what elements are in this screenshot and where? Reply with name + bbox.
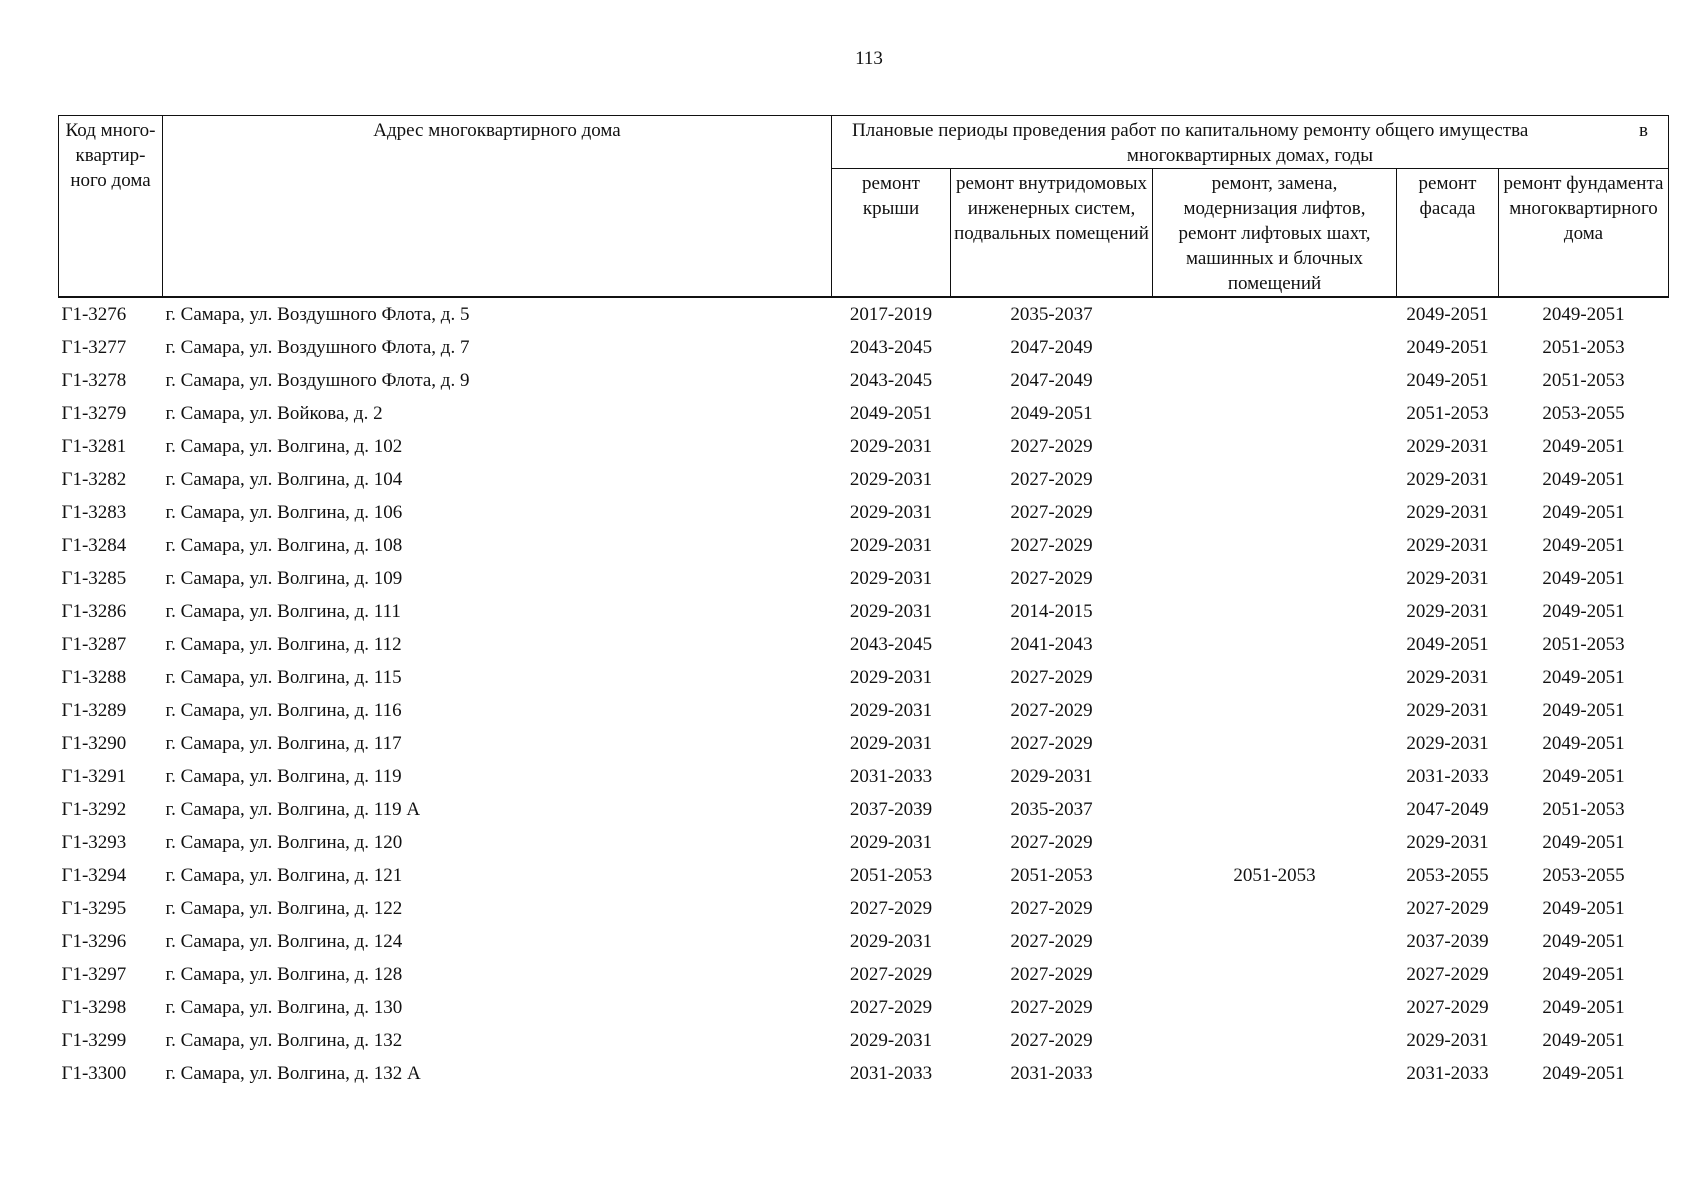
- table-row: [59, 859, 1669, 892]
- table-row: [59, 397, 1669, 430]
- cell-foundation: 2049-2051: [1542, 766, 1625, 787]
- cell-engineering: 2027-2029: [1010, 898, 1093, 919]
- cell-roof: 2043-2045: [849, 634, 933, 655]
- table-header: [59, 116, 1669, 298]
- cell-facade: 2029-2031: [1406, 700, 1489, 721]
- cell-foundation: 2049-2051: [1542, 931, 1625, 952]
- cell-roof: 2027-2029: [849, 898, 933, 919]
- cell-code: Г1-3290: [61, 733, 127, 754]
- cell-facade: 2049-2051: [1406, 370, 1489, 391]
- cell-roof: 2029-2031: [849, 733, 933, 754]
- cell-facade: 2031-2033: [1406, 766, 1489, 787]
- cell-foundation: 2051-2053: [1542, 370, 1625, 391]
- header-roof: ремонт крыши: [832, 169, 951, 298]
- cell-engineering: 2027-2029: [1010, 700, 1093, 721]
- cell-roof: 2029-2031: [849, 568, 933, 589]
- table-row: [59, 694, 1669, 727]
- cell-code: Г1-3299: [61, 1030, 127, 1051]
- header-foundation: ремонт фундамента многоквартирного дома: [1499, 169, 1669, 298]
- cell-engineering: 2014-2015: [1010, 601, 1093, 622]
- cell-address: г. Самара, ул. Волгина, д. 119 А: [165, 799, 421, 820]
- cell-engineering: 2027-2029: [1010, 832, 1093, 853]
- cell-foundation: 2049-2051: [1542, 601, 1625, 622]
- cell-lifts: [1153, 364, 1397, 397]
- header-planned-periods: [832, 116, 1669, 169]
- cell-address: г. Самара, ул. Волгина, д. 106: [165, 502, 403, 523]
- cell-roof: 2049-2051: [849, 403, 933, 424]
- cell-address: г. Самара, ул. Волгина, д. 116: [165, 700, 402, 721]
- cell-code: Г1-3282: [61, 469, 127, 490]
- cell-engineering: 2027-2029: [1010, 502, 1093, 523]
- cell-lifts: [1153, 925, 1397, 958]
- cell-foundation: 2051-2053: [1542, 799, 1625, 820]
- cell-code: Г1-3294: [61, 865, 127, 886]
- table-row: [59, 463, 1669, 496]
- table-row: [59, 430, 1669, 463]
- table-row: [59, 628, 1669, 661]
- cell-roof: 2029-2031: [849, 700, 933, 721]
- cell-facade: 2029-2031: [1406, 1030, 1489, 1051]
- cell-address: г. Самара, ул. Волгина, д. 115: [165, 667, 402, 688]
- cell-address: г. Самара, ул. Волгина, д. 112: [165, 634, 402, 655]
- header-lifts: ремонт, замена, модернизация лифтов, ремонт лифтовых шахт, машинных и блочных помещений: [1153, 169, 1397, 298]
- cell-facade: 2027-2029: [1406, 964, 1489, 985]
- cell-code: Г1-3295: [61, 898, 127, 919]
- table-row: [59, 958, 1669, 991]
- cell-facade: 2027-2029: [1406, 997, 1489, 1018]
- cell-address: г. Самара, ул. Волгина, д. 117: [165, 733, 402, 754]
- table-row: [59, 991, 1669, 1024]
- cell-code: Г1-3289: [61, 700, 127, 721]
- cell-lifts: [1153, 297, 1397, 331]
- table-body: [59, 297, 1669, 1090]
- cell-roof: 2043-2045: [849, 370, 933, 391]
- cell-address: г. Самара, ул. Волгина, д. 111: [165, 601, 401, 622]
- table-row: [59, 793, 1669, 826]
- cell-engineering: 2027-2029: [1010, 667, 1093, 688]
- table-row: [59, 529, 1669, 562]
- cell-lifts: [1153, 958, 1397, 991]
- cell-facade: 2029-2031: [1406, 568, 1489, 589]
- cell-lifts: [1153, 595, 1397, 628]
- cell-address: г. Самара, ул. Воздушного Флота, д. 5: [165, 304, 470, 325]
- cell-address: г. Самара, ул. Войкова, д. 2: [165, 403, 383, 424]
- cell-facade: 2029-2031: [1406, 667, 1489, 688]
- cell-foundation: 2049-2051: [1542, 733, 1625, 754]
- cell-roof: 2029-2031: [849, 502, 933, 523]
- cell-engineering: 2031-2033: [1010, 1063, 1093, 1084]
- cell-lifts: [1153, 529, 1397, 562]
- repair-schedule-table: [58, 115, 1669, 1090]
- cell-engineering: 2027-2029: [1010, 931, 1093, 952]
- cell-code: Г1-3281: [61, 436, 127, 457]
- cell-roof: 2029-2031: [849, 469, 933, 490]
- table-row: [59, 727, 1669, 760]
- header-planned-periods-line2: многоквартирных домах, годы: [1126, 145, 1374, 166]
- cell-roof: 2029-2031: [849, 832, 933, 853]
- cell-code: Г1-3297: [61, 964, 127, 985]
- header-planned-periods-line1-end: в: [1639, 120, 1648, 141]
- cell-roof: 2031-2033: [849, 766, 933, 787]
- cell-address: г. Самара, ул. Волгина, д. 128: [165, 964, 403, 985]
- cell-engineering: 2027-2029: [1010, 469, 1093, 490]
- cell-lifts: [1153, 562, 1397, 595]
- cell-lifts: [1153, 496, 1397, 529]
- cell-foundation: 2049-2051: [1542, 436, 1625, 457]
- header-engineering: ремонт внутридомовых инженерных систем, подвальных помещений: [951, 169, 1153, 298]
- cell-roof: 2029-2031: [849, 1030, 933, 1051]
- cell-engineering: 2027-2029: [1010, 1030, 1093, 1051]
- cell-facade: 2029-2031: [1406, 535, 1489, 556]
- cell-roof: 2029-2031: [849, 535, 933, 556]
- cell-lifts: [1153, 991, 1397, 1024]
- cell-lifts: [1153, 793, 1397, 826]
- cell-facade: 2031-2033: [1406, 1063, 1489, 1084]
- cell-address: г. Самара, ул. Волгина, д. 121: [165, 865, 403, 886]
- cell-facade: 2049-2051: [1406, 337, 1489, 358]
- cell-engineering: 2027-2029: [1010, 733, 1093, 754]
- cell-engineering: 2035-2037: [1010, 304, 1093, 325]
- cell-engineering: 2049-2051: [1010, 403, 1093, 424]
- cell-facade: 2029-2031: [1406, 601, 1489, 622]
- cell-facade: 2029-2031: [1406, 469, 1489, 490]
- cell-foundation: 2053-2055: [1542, 403, 1625, 424]
- cell-lifts: [1153, 331, 1397, 364]
- cell-foundation: 2049-2051: [1542, 667, 1625, 688]
- cell-foundation: 2049-2051: [1542, 1030, 1625, 1051]
- table-row: [59, 331, 1669, 364]
- cell-lifts: [1153, 430, 1397, 463]
- header-planned-periods-line1: Плановые периоды проведения работ по капитальному ремонту общего имущества: [852, 120, 1529, 141]
- cell-code: Г1-3284: [61, 535, 127, 556]
- cell-address: г. Самара, ул. Воздушного Флота, д. 9: [165, 370, 470, 391]
- cell-address: г. Самара, ул. Волгина, д. 130: [165, 997, 403, 1018]
- cell-roof: 2029-2031: [849, 601, 933, 622]
- cell-foundation: 2049-2051: [1542, 1063, 1625, 1084]
- cell-engineering: 2041-2043: [1010, 634, 1093, 655]
- cell-foundation: 2049-2051: [1542, 568, 1625, 589]
- cell-address: г. Самара, ул. Волгина, д. 119: [165, 766, 402, 787]
- cell-code: Г1-3286: [61, 601, 127, 622]
- cell-facade: 2049-2051: [1406, 634, 1489, 655]
- cell-address: г. Самара, ул. Волгина, д. 109: [165, 568, 403, 589]
- cell-address: г. Самара, ул. Волгина, д. 122: [165, 898, 403, 919]
- cell-foundation: 2049-2051: [1542, 832, 1625, 853]
- cell-foundation: 2049-2051: [1542, 898, 1625, 919]
- header-address: Адрес многоквартирного дома: [163, 116, 832, 298]
- table-row: [59, 297, 1669, 331]
- cell-code: Г1-3292: [61, 799, 127, 820]
- cell-foundation: 2051-2053: [1542, 634, 1625, 655]
- cell-address: г. Самара, ул. Волгина, д. 132: [165, 1030, 403, 1051]
- cell-roof: 2029-2031: [849, 931, 933, 952]
- cell-foundation: 2049-2051: [1542, 535, 1625, 556]
- header-facade: ремонт фасада: [1397, 169, 1499, 298]
- table-row: [59, 364, 1669, 397]
- cell-facade: 2029-2031: [1406, 832, 1489, 853]
- cell-roof: 2017-2019: [849, 304, 933, 325]
- cell-address: г. Самара, ул. Волгина, д. 132 А: [165, 1063, 421, 1084]
- cell-code: Г1-3298: [61, 997, 127, 1018]
- cell-roof: 2027-2029: [849, 964, 933, 985]
- cell-engineering: 2047-2049: [1010, 370, 1093, 391]
- cell-engineering: 2027-2029: [1010, 568, 1093, 589]
- cell-code: Г1-3296: [61, 931, 127, 952]
- cell-foundation: 2053-2055: [1542, 865, 1625, 886]
- cell-facade: 2049-2051: [1406, 304, 1489, 325]
- table-row: [59, 1024, 1669, 1057]
- cell-address: г. Самара, ул. Волгина, д. 108: [165, 535, 403, 556]
- cell-address: г. Самара, ул. Волгина, д. 104: [165, 469, 403, 490]
- table-row: [59, 595, 1669, 628]
- cell-roof: 2037-2039: [849, 799, 933, 820]
- cell-roof: 2029-2031: [849, 667, 933, 688]
- table-row: [59, 925, 1669, 958]
- cell-facade: 2053-2055: [1406, 865, 1489, 886]
- cell-roof: 2043-2045: [849, 337, 933, 358]
- cell-code: Г1-3291: [61, 766, 127, 787]
- cell-address: г. Самара, ул. Волгина, д. 124: [165, 931, 403, 952]
- cell-facade: 2027-2029: [1406, 898, 1489, 919]
- cell-code: Г1-3276: [61, 304, 127, 325]
- page-number: 113: [855, 48, 883, 69]
- cell-engineering: 2027-2029: [1010, 997, 1093, 1018]
- cell-foundation: 2049-2051: [1542, 700, 1625, 721]
- cell-lifts: [1153, 463, 1397, 496]
- cell-foundation: 2049-2051: [1542, 502, 1625, 523]
- cell-foundation: 2049-2051: [1542, 304, 1625, 325]
- cell-facade: 2029-2031: [1406, 436, 1489, 457]
- cell-roof: 2031-2033: [849, 1063, 933, 1084]
- cell-lifts: [1153, 892, 1397, 925]
- cell-lifts: [1153, 760, 1397, 793]
- cell-code: Г1-3283: [61, 502, 127, 523]
- cell-code: Г1-3300: [61, 1063, 127, 1084]
- cell-engineering: 2051-2053: [1010, 865, 1093, 886]
- cell-code: Г1-3287: [61, 634, 127, 655]
- header-code: Код много-квартир-ного дома: [59, 116, 163, 298]
- cell-lifts: 2051-2053: [1233, 865, 1316, 886]
- table-row: [59, 892, 1669, 925]
- cell-address: г. Самара, ул. Волгина, д. 120: [165, 832, 403, 853]
- cell-foundation: 2049-2051: [1542, 469, 1625, 490]
- cell-roof: 2029-2031: [849, 436, 933, 457]
- cell-lifts: [1153, 694, 1397, 727]
- cell-roof: 2051-2053: [849, 865, 933, 886]
- cell-address: г. Самара, ул. Волгина, д. 102: [165, 436, 403, 457]
- cell-lifts: [1153, 1057, 1397, 1090]
- cell-code: Г1-3293: [61, 832, 127, 853]
- cell-code: Г1-3277: [61, 337, 127, 358]
- table-row: [59, 826, 1669, 859]
- table-row: [59, 496, 1669, 529]
- cell-lifts: [1153, 397, 1397, 430]
- table-row: [59, 760, 1669, 793]
- cell-engineering: 2027-2029: [1010, 436, 1093, 457]
- cell-facade: 2029-2031: [1406, 733, 1489, 754]
- cell-foundation: 2051-2053: [1542, 337, 1625, 358]
- cell-address: г. Самара, ул. Воздушного Флота, д. 7: [165, 337, 470, 358]
- table-row: [59, 1057, 1669, 1090]
- cell-code: Г1-3288: [61, 667, 127, 688]
- cell-facade: 2037-2039: [1406, 931, 1489, 952]
- cell-code: Г1-3278: [61, 370, 127, 391]
- cell-code: Г1-3279: [61, 403, 127, 424]
- cell-foundation: 2049-2051: [1542, 964, 1625, 985]
- cell-engineering: 2035-2037: [1010, 799, 1093, 820]
- cell-facade: 2029-2031: [1406, 502, 1489, 523]
- cell-lifts: [1153, 727, 1397, 760]
- cell-engineering: 2027-2029: [1010, 535, 1093, 556]
- cell-foundation: 2049-2051: [1542, 997, 1625, 1018]
- cell-facade: 2047-2049: [1406, 799, 1489, 820]
- cell-facade: 2051-2053: [1406, 403, 1489, 424]
- cell-roof: 2027-2029: [849, 997, 933, 1018]
- cell-engineering: 2027-2029: [1010, 964, 1093, 985]
- cell-code: Г1-3285: [61, 568, 127, 589]
- cell-lifts: [1153, 661, 1397, 694]
- table-row: [59, 562, 1669, 595]
- cell-lifts: [1153, 826, 1397, 859]
- cell-engineering: 2029-2031: [1010, 766, 1093, 787]
- table-row: [59, 661, 1669, 694]
- cell-lifts: [1153, 1024, 1397, 1057]
- cell-lifts: [1153, 628, 1397, 661]
- cell-engineering: 2047-2049: [1010, 337, 1093, 358]
